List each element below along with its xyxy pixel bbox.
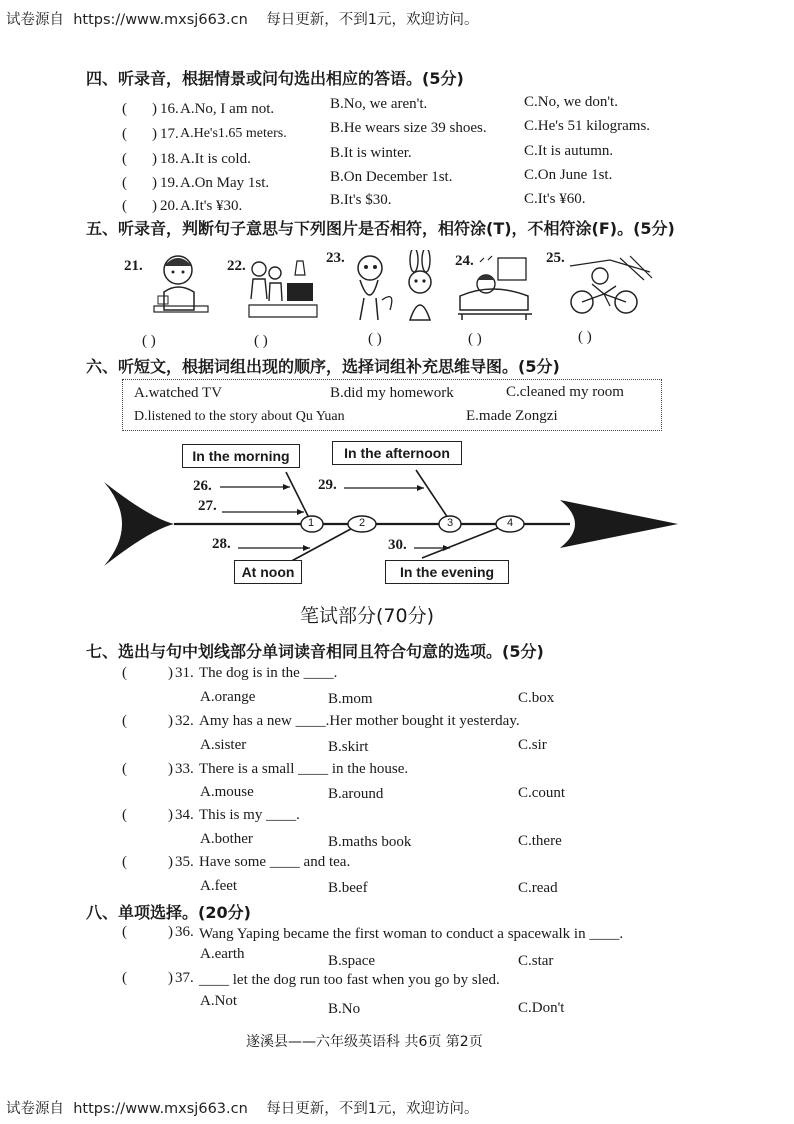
q37-option-c[interactable]: C.Don't <box>518 1000 565 1016</box>
section-6-title: 六、听短文，根据词组出现的顺序，选择词组补充思维导图。(5分) <box>86 357 560 376</box>
pic-23-monkey-and-rabbit-icon <box>348 250 448 325</box>
pic-23-number: 23. <box>326 250 345 266</box>
blank-27-number: 27. <box>198 498 217 514</box>
q32-paren-open: ( <box>122 713 127 729</box>
q16-paren-open: ( <box>122 101 127 117</box>
pic-25-boy-riding-bike-icon <box>560 250 660 320</box>
q35-option-b[interactable]: B.beef <box>328 880 368 896</box>
q32-option-a[interactable]: A.sister <box>200 737 247 753</box>
node-2-label: 2 <box>359 517 366 529</box>
label-in-the-evening: In the evening <box>385 560 509 584</box>
q37-stem: ____ let the dog run too fast when you go by sled. <box>199 972 500 988</box>
q35-paren-close: ) <box>168 854 173 870</box>
watermark-top <box>6 8 478 29</box>
q32-stem: Amy has a new ____.Her mother bought it yesterday. <box>199 713 520 729</box>
q31-option-b[interactable]: B.mom <box>328 691 373 707</box>
q37-paren-open: ( <box>122 970 127 986</box>
q18-option-a: A.It is cold. <box>180 151 251 167</box>
q33-paren-close: ) <box>168 761 173 777</box>
q34-option-b[interactable]: B.maths book <box>328 834 412 850</box>
q19-paren-open: ( <box>122 175 127 191</box>
q19-option-c: C.On June 1st. <box>524 167 613 183</box>
q17-option-b: B.He wears size 39 shoes. <box>330 120 487 136</box>
node-3-label: 3 <box>447 517 454 529</box>
pic-22-family-watching-tv-icon <box>245 255 320 325</box>
q20-paren-open: ( <box>122 198 127 214</box>
watermark-source: 试卷源自 <box>6 1101 64 1117</box>
watermark-bottom <box>6 1097 478 1118</box>
q16-option-c: C.No, we don't. <box>524 94 618 110</box>
q35-stem: Have some ____ and tea. <box>199 854 351 870</box>
q33-option-c[interactable]: C.count <box>518 785 566 801</box>
section-4-title: 四、听录音，根据情景或问句选出相应的答语。(5分) <box>86 69 464 88</box>
blank-29-number: 29. <box>318 477 337 493</box>
page-footer: 遂溪县——六年级英语科 共6页 第2页 <box>246 1034 483 1050</box>
q17-paren-close: ) <box>152 126 157 142</box>
phrase-option-c: C.cleaned my room <box>506 384 624 400</box>
q36-stem: Wang Yaping became the first woman to conduct a spacewalk in ____. <box>199 926 624 942</box>
q16-option-b: B.No, we aren't. <box>330 96 428 112</box>
q31-option-c[interactable]: C.box <box>518 690 555 706</box>
written-part-title: 笔试部分(70分) <box>300 605 435 627</box>
pic-24-number: 24. <box>455 253 474 269</box>
q36-option-c[interactable]: C.star <box>518 953 554 969</box>
pic-21-answer[interactable]: ( ) <box>142 333 156 349</box>
q31-option-a[interactable]: A.orange <box>200 689 256 705</box>
q35-option-a[interactable]: A.feet <box>200 878 238 894</box>
q31-paren-close: ) <box>168 665 173 681</box>
q36-number: 36. <box>175 924 194 940</box>
pic-21-number: 21. <box>124 258 143 274</box>
q17-option-c: C.He's 51 kilograms. <box>524 118 651 134</box>
q33-option-b[interactable]: B.around <box>328 786 384 802</box>
q18-option-b: B.It is winter. <box>330 145 412 161</box>
q18-option-c: C.It is autumn. <box>524 143 614 159</box>
blank-30-number: 30. <box>388 537 407 553</box>
q32-option-c[interactable]: C.sir <box>518 737 547 753</box>
pic-24-child-sleeping-in-bed-icon <box>452 252 537 322</box>
fish-tail-shape <box>104 482 174 566</box>
phrase-option-d: D.listened to the story about Qu Yuan <box>134 409 345 424</box>
q20-number: 20. <box>160 198 179 214</box>
q35-paren-open: ( <box>122 854 127 870</box>
fish-head-shape <box>560 500 678 548</box>
label-at-noon: At noon <box>234 560 302 584</box>
phrase-option-a: A.watched TV <box>134 385 223 401</box>
q34-paren-close: ) <box>168 807 173 823</box>
q35-number: 35. <box>175 854 194 870</box>
q34-paren-open: ( <box>122 807 127 823</box>
pic-25-answer[interactable]: ( ) <box>578 329 592 345</box>
q18-paren-close: ) <box>152 151 157 167</box>
q19-paren-close: ) <box>152 175 157 191</box>
label-in-the-afternoon: In the afternoon <box>332 441 462 465</box>
q33-paren-open: ( <box>122 761 127 777</box>
node-4-label: 4 <box>507 517 514 529</box>
q17-paren-open: ( <box>122 126 127 142</box>
q36-option-b[interactable]: B.space <box>328 953 376 969</box>
q36-paren-open: ( <box>122 924 127 940</box>
section-7-title: 七、选出与句中划线部分单词读音相同且符合句意的选项。(5分) <box>86 642 544 661</box>
section-5-title: 五、听录音，判断句子意思与下列图片是否相符，相符涂(T)，不相符涂(F)。(5分) <box>86 219 675 238</box>
q35-option-c[interactable]: C.read <box>518 880 558 896</box>
q18-number: 18. <box>160 151 179 167</box>
watermark-slogan: 每日更新，不到1元，欢迎访问。 <box>266 1101 479 1117</box>
pic-25-number: 25. <box>546 250 565 266</box>
q20-option-b: B.It's $30. <box>330 192 392 208</box>
watermark-source: 试卷源自 <box>6 12 64 28</box>
q37-option-b[interactable]: B.No <box>328 1001 361 1017</box>
q34-number: 34. <box>175 807 194 823</box>
q34-option-a[interactable]: A.bother <box>200 831 253 847</box>
watermark-url[interactable]: https://www.mxsj663.cn <box>73 12 248 28</box>
watermark-url[interactable]: https://www.mxsj663.cn <box>73 1101 248 1117</box>
q19-option-a: A.On May 1st. <box>180 175 270 191</box>
q31-paren-open: ( <box>122 665 127 681</box>
q32-paren-close: ) <box>168 713 173 729</box>
q36-option-a[interactable]: A.earth <box>200 946 245 962</box>
q31-stem: The dog is in the ____. <box>199 665 338 681</box>
q32-option-b[interactable]: B.skirt <box>328 739 369 755</box>
q16-paren-close: ) <box>152 101 157 117</box>
label-in-the-morning: In the morning <box>182 444 300 468</box>
q20-option-c: C.It's ¥60. <box>524 191 586 207</box>
pic-21-girl-on-phone-icon <box>150 250 210 320</box>
q37-option-a[interactable]: A.Not <box>200 993 238 1009</box>
q17-option-a: A.He's1.65 meters. <box>180 126 287 141</box>
phrase-option-b: B.did my homework <box>330 385 454 401</box>
q18-paren-open: ( <box>122 151 127 167</box>
q20-paren-close: ) <box>152 198 157 214</box>
q32-number: 32. <box>175 713 194 729</box>
pic-24-answer[interactable]: ( ) <box>468 331 482 347</box>
q36-paren-close: ) <box>168 924 173 940</box>
q31-number: 31. <box>175 665 194 681</box>
q17-number: 17. <box>160 126 179 142</box>
q33-option-a[interactable]: A.mouse <box>200 784 254 800</box>
q19-number: 19. <box>160 175 179 191</box>
q20-option-a: A.It's ¥30. <box>180 198 243 214</box>
q33-number: 33. <box>175 761 194 777</box>
pic-23-answer[interactable]: ( ) <box>368 331 382 347</box>
node-1-label: 1 <box>308 517 315 529</box>
q34-option-c[interactable]: C.there <box>518 833 562 849</box>
q19-option-b: B.On December 1st. <box>330 169 453 185</box>
q34-stem: This is my ____. <box>199 807 300 823</box>
q37-paren-close: ) <box>168 970 173 986</box>
q37-number: 37. <box>175 970 194 986</box>
blank-26-number: 26. <box>193 478 212 494</box>
q16-option-a: A.No, I am not. <box>180 101 275 117</box>
q33-stem: There is a small ____ in the house. <box>199 761 409 777</box>
phrase-option-e: E.made Zongzi <box>466 408 558 424</box>
pic-22-answer[interactable]: ( ) <box>254 333 268 349</box>
q16-number: 16. <box>160 101 179 117</box>
pic-22-number: 22. <box>227 258 246 274</box>
blank-28-number: 28. <box>212 536 231 552</box>
section-8-title: 八、单项选择。(20分) <box>86 903 251 922</box>
watermark-slogan: 每日更新，不到1元，欢迎访问。 <box>266 12 479 28</box>
